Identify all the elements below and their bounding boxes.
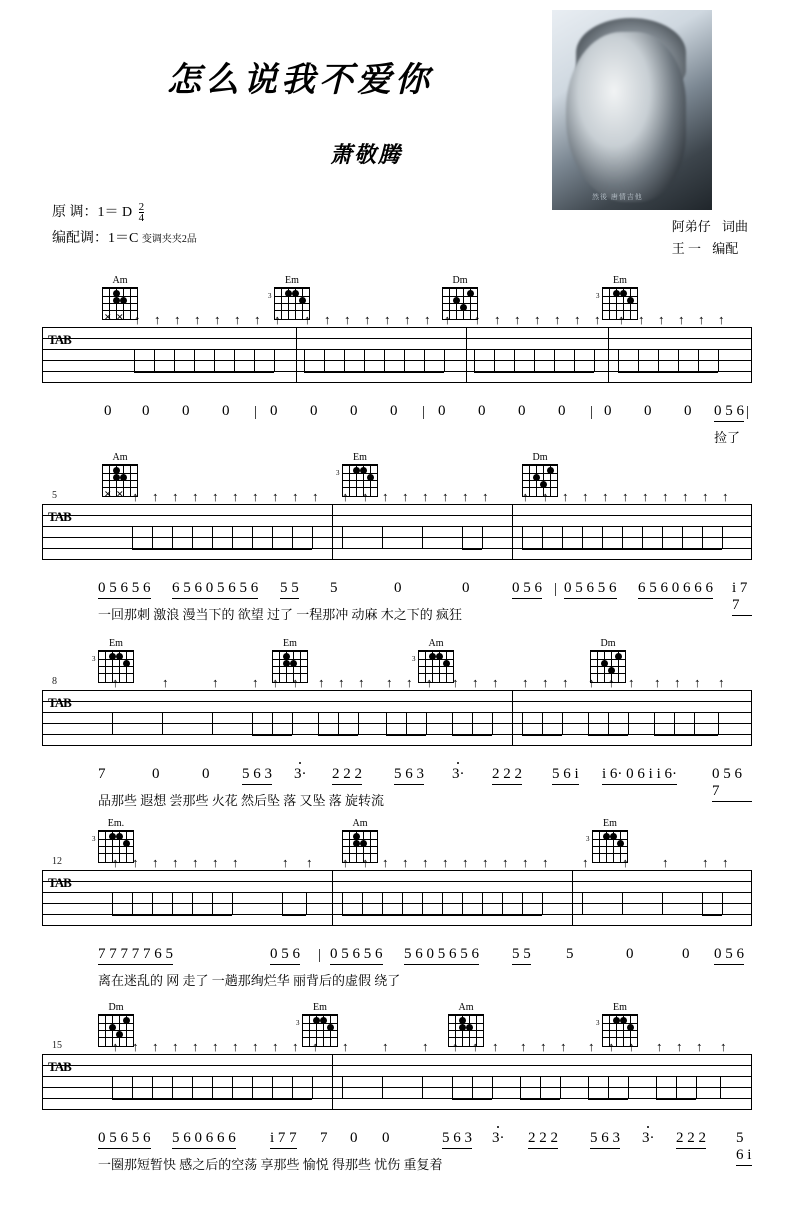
chord-grid: 3 — [274, 287, 310, 320]
key-info — [52, 200, 197, 253]
artist-photo — [552, 10, 712, 210]
chord-grid: 3 — [602, 287, 638, 320]
chord-name: Dm — [452, 275, 468, 286]
credits — [672, 216, 748, 260]
tab-clef: TAB — [48, 1059, 71, 1074]
credit-arranger-row — [672, 238, 748, 260]
chord-name: Em — [283, 638, 297, 649]
rhythm-stems — [42, 1054, 752, 1112]
measure-number: 15 — [52, 1040, 62, 1051]
time-signature — [139, 202, 145, 223]
chord-name: Em — [613, 275, 627, 286]
tab-numbers-row: 7 0 0 5 6 3 3· 2 2 2 5 6 3 3· 2 2 2 5 6 i i 6· 0 6 i i 6· 0 5 6 7 — [42, 766, 752, 784]
tab-clef: TAB — [48, 875, 71, 890]
lyrics-row — [42, 970, 752, 988]
rhythm-stems — [42, 690, 752, 748]
tab-clef: TAB — [48, 695, 71, 710]
chord-grid: 3 — [302, 1014, 338, 1047]
chord-name: Em. — [107, 818, 125, 829]
tab-numbers-row: 0 5 6 5 6 6 5 6 0 5 6 5 6 5 5 5 0 0 0 5 6 | 0 5 6 5 6 6 5 6 0 6 6 6 i 7 7 — [42, 580, 752, 598]
chord-name: Dm — [108, 1002, 124, 1013]
chord-grid: 3 — [418, 650, 454, 683]
credit-arranger-role: 编配 — [712, 241, 739, 256]
chord-grid: 3 — [98, 650, 134, 683]
original-key-label: 原 调：1＝ D — [52, 205, 133, 220]
page-title: 怎么说我不爱你 — [167, 62, 433, 99]
chord-name: Dm — [532, 452, 548, 463]
chord-name: Am — [112, 275, 128, 286]
credit-lyricist-row — [672, 216, 748, 238]
chord-name: Am — [428, 638, 444, 649]
time-signature-numerator: 2 — [138, 201, 145, 214]
arranged-key-label: 编配调：1＝C — [52, 231, 139, 246]
artist-name: 萧敬腾 — [330, 142, 403, 167]
tab-numbers-row: 0 5 6 5 6 5 6 0 6 6 6 i 7 7 7 0 0 5 6 3 3· 2 2 2 5 6 3 3· 2 2 2 5 6 i — [42, 1130, 752, 1148]
rhythm-stems — [42, 504, 752, 562]
lyric-text: 品那些 遐想 尝那些 火花 然后坠 落 又坠 落 旋转流 — [98, 793, 385, 808]
tab-staff — [42, 675, 752, 748]
credit-arranger-name: 王 一 — [671, 241, 701, 256]
measure-number: 5 — [52, 490, 57, 501]
measure-number: 8 — [52, 676, 57, 687]
chord-name: Em — [613, 1002, 627, 1013]
chord-name: Am — [352, 818, 368, 829]
tab-clef: TAB — [48, 332, 71, 347]
lyric-text: 离在迷乱的 网 走了 一趟那绚烂华 丽背后的虚假 绕了 — [98, 973, 401, 988]
chord-name: Em — [353, 452, 367, 463]
original-key-row — [52, 200, 197, 226]
chord-grid: 3 — [98, 830, 134, 863]
capo-note: 变调夹夹2品 — [141, 234, 197, 245]
rhythm-stems — [42, 327, 752, 385]
credit-lyricist-name: 阿弟仔 — [671, 219, 711, 234]
photo-face — [566, 32, 686, 202]
tab-numbers-row: 0 0 0 0 | 0 0 0 0 | 0 0 0 0 | 0 0 0 0 5 6 | — [104, 403, 750, 420]
lyrics-row — [42, 790, 752, 808]
tab-clef: TAB — [48, 509, 71, 524]
tab-numbers-row: 7 7 7 7 7 6 5 0 5 6 | 0 5 6 5 6 5 6 0 5 6 5 6 5 5 5 0 0 0 5 6 — [98, 946, 744, 963]
rhythm-stems — [42, 870, 752, 928]
lyrics-row — [42, 1154, 752, 1172]
strum-pattern: ↑ ↑ ↑ ↑ ↑ ↑ ↑ ↑ ↑ ↑ ↑ ↑ ↑ ↑ ↑ ↑ ↑ ↑ ↑ ↑ ↑ ↑ ↑ ↑ ↑ ↑ ↑ — [112, 1039, 727, 1054]
tab-staff — [42, 312, 752, 385]
chord-name: Am — [112, 452, 128, 463]
lyric-text: 捡了 — [714, 430, 741, 445]
arranged-key-row — [52, 226, 197, 253]
chord-grid: 3 — [592, 830, 628, 863]
strum-pattern: ↑ ↑ ↑ ↑ ↑ ↑ ↑ ↑ ↑ ↑ ↑ ↑ ↑ ↑ ↑ ↑ ↑ ↑ ↑ ↑ ↑ ↑ ↑ ↑ ↑ — [112, 675, 725, 690]
measure-number: 12 — [52, 856, 62, 867]
strum-pattern: ✕ ✕ ↑ ↑ ↑ ↑ ↑ ↑ ↑ ↑ ↑ ↑ ↑ ↑ ↑ ↑ ↑ ↑ ↑ ↑ ↑ ↑ ↑ ↑ ↑ ↑ ↑ ↑ ↑ ↑ ↑ — [104, 312, 725, 327]
chord-name: Em — [285, 275, 299, 286]
lyrics-row — [42, 604, 752, 622]
lyric-text: 一圈那短暂快 感之后的空荡 享那些 愉悦 得那些 忧伤 重复着 — [98, 1157, 443, 1172]
lyrics-row — [42, 427, 752, 445]
tab-staff — [42, 489, 752, 562]
chord-grid: 3 — [602, 1014, 638, 1047]
strum-pattern: ✕ ✕ ↑ ↑ ↑ ↑ ↑ ↑ ↑ ↑ ↑ ↑ ↑ ↑ ↑ ↑ ↑ ↑ ↑ ↑ ↑ ↑ ↑ ↑ ↑ ↑ ↑ ↑ ↑ ↑ ↑ — [104, 489, 729, 504]
strum-pattern: ↑ ↑ ↑ ↑ ↑ ↑ ↑ ↑ ↑ ↑ ↑ ↑ ↑ ↑ ↑ ↑ ↑ ↑ ↑ ↑ ↑ ↑ ↑ ↑ ↑ — [112, 855, 729, 870]
time-signature-denominator: 4 — [138, 212, 145, 225]
credit-lyricist-role: 词曲 — [721, 219, 748, 234]
chord-name: Em — [313, 1002, 327, 1013]
chord-name: Em — [603, 818, 617, 829]
photo-watermark: 然後 唐情吉他 — [592, 193, 643, 201]
chord-name: Dm — [600, 638, 616, 649]
chord-name: Em — [109, 638, 123, 649]
chord-name: Am — [458, 1002, 474, 1013]
chord-grid: 3 — [342, 464, 378, 497]
lyric-text: 一回那刺 激浪 漫当下的 欲望 过了 一程那冲 动麻 木之下的 疯狂 — [98, 607, 463, 622]
